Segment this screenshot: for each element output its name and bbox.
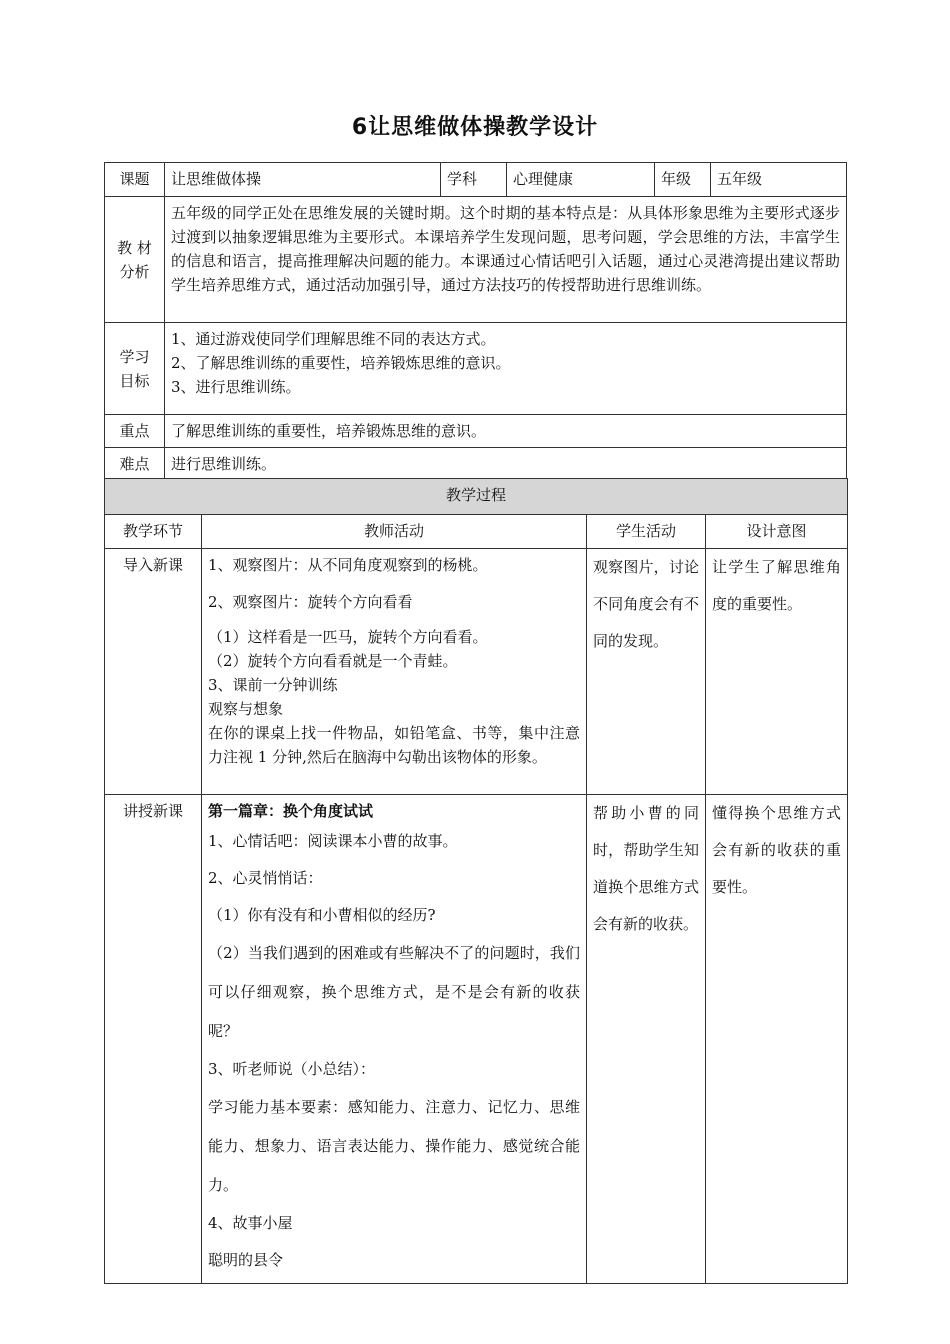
column-header: 学生活动	[587, 515, 706, 549]
goals-label-line1: 学习	[119, 347, 150, 366]
table-row	[105, 549, 848, 795]
teacher-line: 2、心灵悄悄话：	[208, 869, 323, 887]
teacher-line: （2）当我们遇到的困难或有些解决不了的问题时，我们可以仔细观察，换个思维方式，是不是会有新的收获呢？	[208, 944, 580, 1040]
process-title: 教学过程	[105, 479, 848, 515]
subject-value: 心理健康	[507, 163, 655, 197]
grade-label: 年级	[655, 163, 711, 197]
column-header: 教学环节	[105, 515, 202, 549]
analysis-text: 五年级的同学正处在思维发展的关键时期。这个时期的基本特点是：从具体形象思维为主要形式逐步过渡到以抽象逻辑思维为主要形式。本课培养学生发现问题，思考问题，学会思维的方法，丰富学生的信息和语言，提高推理解决问题的能力。本课通过心情话吧引入话题，通过心灵港湾提出建议帮助学生培养思维方式，通过活动加强引导，通过方法技巧的传授帮助进行思维训练。	[165, 197, 847, 323]
teacher-line: （1）你有没有和小曹相似的经历?	[208, 906, 436, 924]
teacher-line: 聪明的县令	[208, 1251, 284, 1269]
difficulty-text: 进行思维训练。	[165, 448, 847, 481]
grade-value: 五年级	[711, 163, 847, 197]
teacher-line: 学习能力基本要素：感知能力、注意力、记忆力、思维能力、想象力、语言表达能力、操作能力、感觉统合能力。	[208, 1098, 580, 1194]
table-row	[105, 795, 848, 1284]
design-intent-cell: 让学生了解思维角度的重要性。	[706, 549, 848, 795]
goals-label-line2: 目标	[119, 371, 150, 390]
teacher-activity-cell	[202, 795, 587, 1284]
student-activity-cell: 帮助小曹的同时，帮助学生知道换个思维方式会有新的收获。	[587, 795, 706, 1284]
stage-cell: 导入新课	[105, 549, 202, 795]
teacher-line: 4、故事小屋	[208, 1214, 293, 1232]
goals-list	[165, 323, 847, 415]
student-activity-cell: 观察图片，讨论不同角度会有不同的发现。	[587, 549, 706, 795]
key-point-text: 了解思维训练的重要性，培养锻炼思维的意识。	[165, 415, 847, 448]
analysis-label-line1: 教 材	[117, 238, 152, 257]
teacher-line: 3、课前一分钟训练	[208, 676, 338, 694]
stage-cell: 讲授新课	[105, 795, 202, 1284]
goals-label	[105, 323, 165, 415]
teacher-line: 2、观察图片：旋转个方向看看	[208, 593, 413, 611]
chapter-heading: 第一篇章：换个角度试试	[208, 802, 374, 820]
goal-item: 2、了解思维训练的重要性，培养锻炼思维的意识。	[171, 354, 511, 372]
teacher-line: 1、心情话吧：阅读课本小曹的故事。	[208, 832, 458, 850]
goal-item: 3、进行思维训练。	[171, 378, 301, 396]
teacher-line: 在你的课桌上找一件物品，如铅笔盒、书等，集中注意力注视 1 分钟,然后在脑海中勾勒出该物体的形象。	[208, 724, 580, 766]
info-table	[104, 162, 847, 481]
teacher-line: 观察与想象	[208, 700, 284, 718]
teacher-line: 3、听老师说（小总结）：	[208, 1060, 376, 1078]
teacher-activity-cell	[202, 549, 587, 795]
process-table	[104, 478, 848, 1284]
teacher-line: （1）这样看是一匹马，旋转个方向看看。	[208, 628, 488, 646]
design-intent-cell: 懂得换个思维方式会有新的收获的重要性。	[706, 795, 848, 1284]
goal-item: 1、通过游戏使同学们理解思维不同的表达方式。	[171, 330, 496, 348]
teacher-line: 1、观察图片：从不同角度观察到的杨桃。	[208, 556, 488, 574]
analysis-label-line2: 分析	[119, 262, 150, 281]
subject-label: 学科	[441, 163, 507, 197]
column-header: 设计意图	[706, 515, 848, 549]
teacher-line: （2）旋转个方向看看就是一个青蛙。	[208, 652, 458, 670]
key-point-label: 重点	[105, 415, 165, 448]
difficulty-label: 难点	[105, 448, 165, 481]
topic-label: 课题	[105, 163, 165, 197]
analysis-label	[105, 197, 165, 323]
page-title: 6让思维做体操教学设计	[351, 115, 599, 140]
column-header: 教师活动	[202, 515, 587, 549]
topic-value: 让思维做体操	[165, 163, 441, 197]
